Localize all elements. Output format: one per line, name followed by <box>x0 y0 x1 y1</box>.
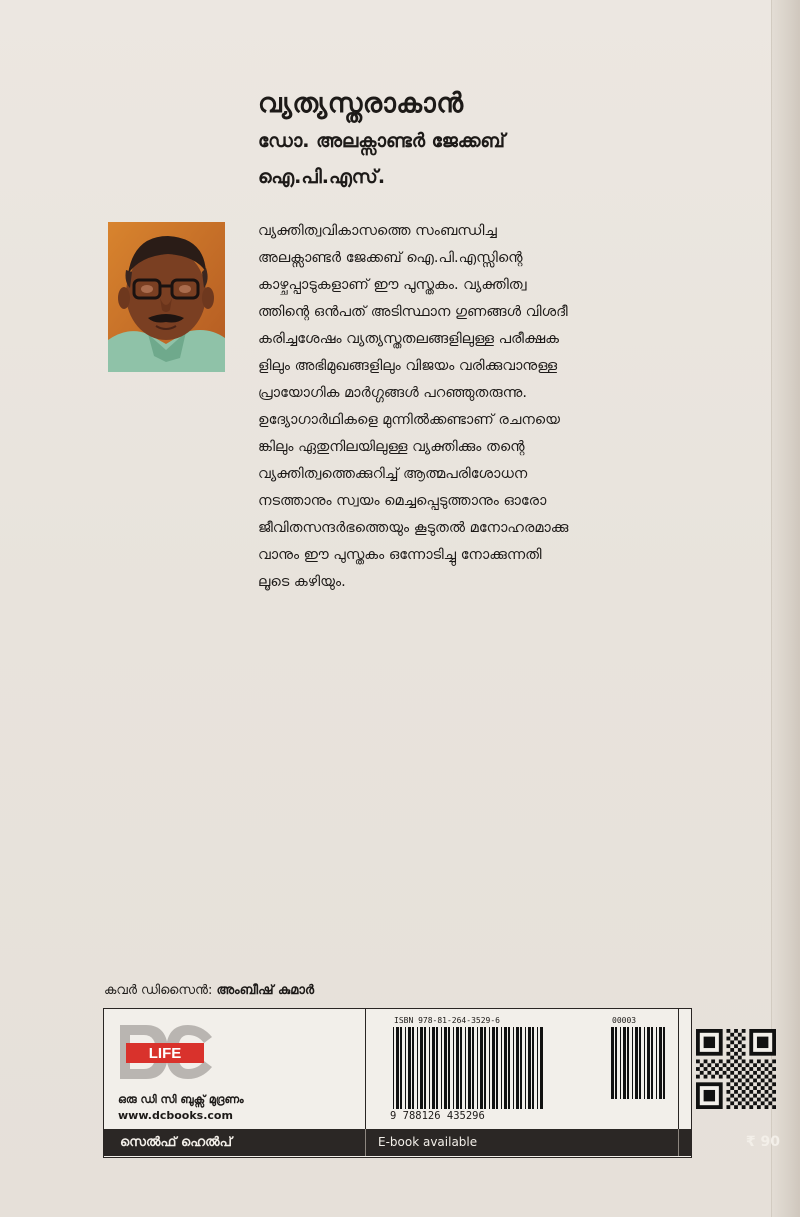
author-title: ഐ.പി.എസ്. <box>258 166 386 188</box>
addon-barcode <box>610 1027 666 1099</box>
description-line: ങ്കിലും ഏതുനിലയിലുള്ള വ്യക്തിക്കും തന്റെ <box>258 439 525 455</box>
description-line: വ്യക്തിത്വത്തെക്കുറിച്ച് ആത്മപരിശോധന <box>258 466 528 482</box>
publisher-website[interactable]: www.dcbooks.com <box>118 1109 233 1122</box>
description-line: വാനും ഈ പുസ്തകം ഒന്നോടിച്ചു നോക്കുന്നതി <box>258 547 542 563</box>
cover-design-credit <box>104 983 314 998</box>
isbn-digits: 9 788126 435296 <box>390 1110 485 1122</box>
dc-life-logo <box>116 1023 214 1081</box>
credit-label: കവർ ഡിസൈൻ: <box>104 983 213 998</box>
description-line: കാഴ്ചപ്പാടുകളാണ് ഈ പുസ്തകം. വ്യക്തിത്വ <box>258 277 527 293</box>
description-line: പ്രായോഗിക മാർഗ്ഗങ്ങൾ പറഞ്ഞുതരുന്നു. <box>258 385 527 401</box>
qr-code[interactable] <box>696 1019 776 1119</box>
description-line: ഉദ്യോഗാർഥികളെ മുന്നിൽക്കണ്ടാണ് രചനയെ <box>258 412 560 428</box>
description-line: നടത്താനും സ്വയം മെച്ചപ്പെടുത്താനും ഓരോ <box>258 493 547 509</box>
category-label: സെൽഫ് ഹെൽപ് <box>104 1129 366 1156</box>
description-line: ജീവിതസന്ദർഭത്തെയും കൂടുതൽ മനോഹരമാക്കു <box>258 520 569 536</box>
author-photo <box>108 222 225 372</box>
description-line: ളിലും അഭിമുഖങ്ങളിലും വിജയം വരിക്കുവാനുള്ള <box>258 358 558 374</box>
credit-name: അംബീഷ് കുമാർ <box>216 983 315 998</box>
price-label: ₹ 90 <box>745 1134 780 1150</box>
price-code: 00003 <box>612 1016 637 1025</box>
qr-block <box>679 1009 790 1129</box>
barcode-block <box>366 1009 679 1129</box>
description-line: വ്യക്തിത്വവികാസത്തെ സംബന്ധിച്ച <box>258 223 497 239</box>
isbn-label: ISBN 978-81-264-3529-6 <box>394 1016 500 1025</box>
publisher-block <box>104 1009 366 1129</box>
ebook-label: E-book available <box>366 1129 679 1156</box>
author-name: ഡോ. അലക്സാണ്ടർ ജേക്കബ് <box>258 130 506 152</box>
description-line: ലൂടെ കഴിയും. <box>258 574 346 590</box>
book-title: വ്യത്യസ്തരാകാൻ <box>258 88 464 119</box>
description-line: അലക്സാണ്ടർ ജേക്കബ് ഐ.പി.എസ്സിന്റെ <box>258 250 523 266</box>
publisher-panel <box>103 1008 780 1158</box>
description-line: ത്തിന്റെ ഒൻപത് അടിസ്ഥാന ഗുണങ്ങൾ വിശദീ <box>258 304 568 320</box>
footer-strip <box>104 1129 780 1156</box>
isbn-barcode <box>392 1027 546 1109</box>
imprint-text: ഒരു ഡി സി ബുക്സ് മുദ്രണം <box>118 1093 244 1106</box>
book-description <box>258 218 698 596</box>
logo-text: LIFE <box>148 1045 182 1062</box>
description-line: കരിച്ചശേഷം വ്യത്യസ്തതലങ്ങളിലുള്ള പരീക്ഷക <box>258 331 559 347</box>
